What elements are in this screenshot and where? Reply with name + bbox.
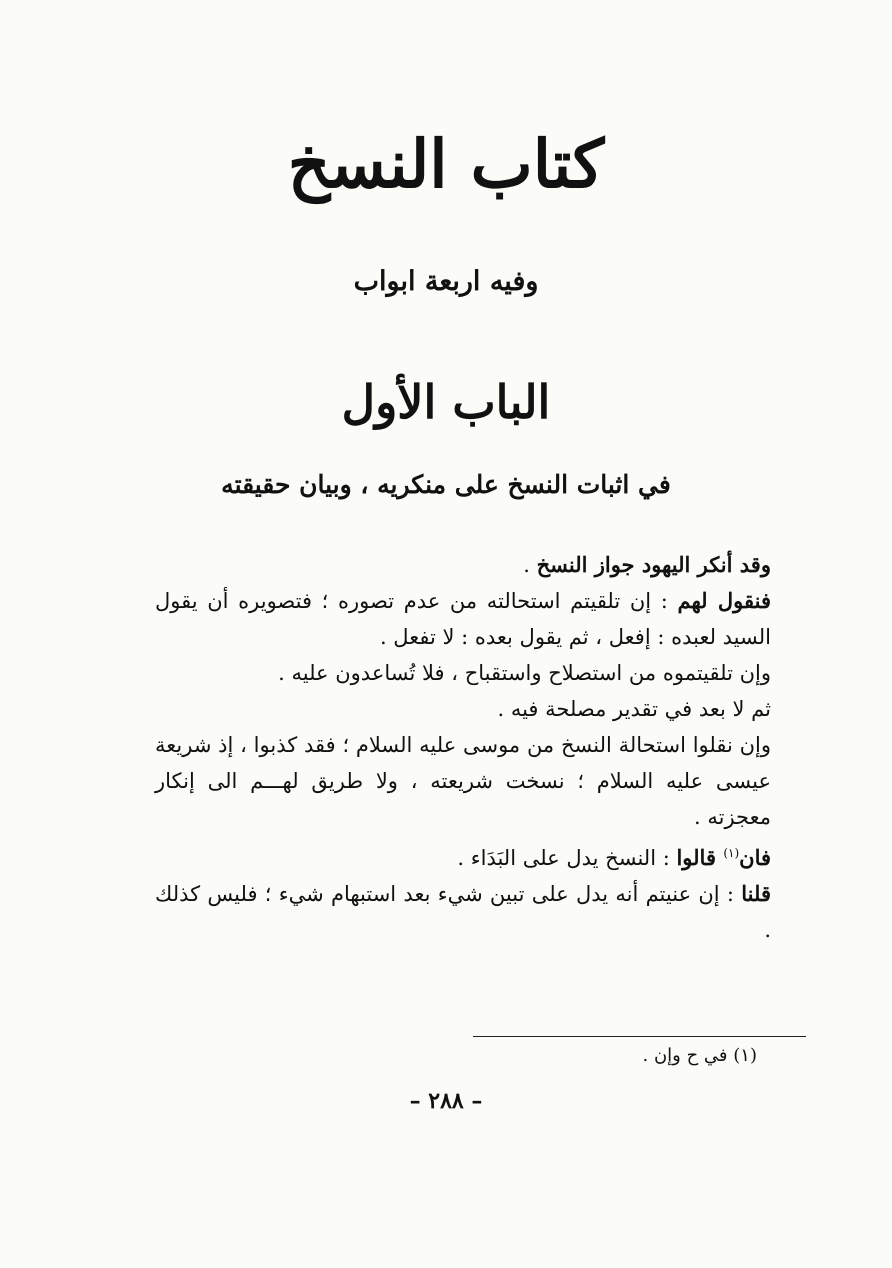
footnote-marker: (١) [723,846,740,860]
footnote: (١) في ح وإن . [642,1045,757,1066]
chapter-title: الباب الأول [341,375,551,429]
paragraph-1-rest: . [523,553,537,577]
paragraph-7-rest: : إن عنيتم أنه يدل على تبين شيء بعد استبهام شيء ؛ فليس كذلك . [155,882,771,942]
paragraph-4: ثم لا بعد في تقدير مصلحة فيه . [497,697,771,721]
paragraph-5: وإن نقلوا استحالة النسخ من موسى عليه السلام ؛ فقد كذبوا ، إذ شريعة عيسى عليه السلام ؛ نسخت شريعته ، ولا طريق لهـــم الى إنكار معجزته . [155,733,771,829]
paragraph-1 [155,547,805,583]
paragraph-3: وإن تلقيتموه من استصلاح واستقباح ، فلا تُساعدون عليه . [278,661,771,685]
paragraph-1-lead: وقد أنكر اليهود جواز النسخ [536,552,771,577]
paragraph-7 [155,876,805,948]
paragraph-6-lead-2: قالوا [676,845,724,870]
paragraph-2-lead: فنقول لهم [677,588,771,613]
book-subtitle: وفيه اربعة ابواب [353,266,539,297]
paragraph-6-lead: فان [739,845,771,870]
footnote-divider [473,1036,806,1037]
paragraph-6 [155,835,805,876]
paragraph-6-rest: : النسخ يدل على البَدَاء . [457,846,677,870]
book-title: كتاب النسخ [287,125,605,203]
body-text [155,547,805,948]
paragraph-2 [155,583,805,655]
paragraph-7-lead: قلنا [741,881,771,906]
page-number: – ٢٨٨ – [409,1088,483,1114]
paragraph-2-rest: : إن تلقيتم استحالته من عدم تصوره ؛ فتصويره أن يقول السيد لعبده : إفعل ، ثم يقول بعده : لا تفعل . [155,589,771,649]
chapter-subtitle: في اثبات النسخ على منكريه ، وبيان حقيقته [221,470,671,499]
